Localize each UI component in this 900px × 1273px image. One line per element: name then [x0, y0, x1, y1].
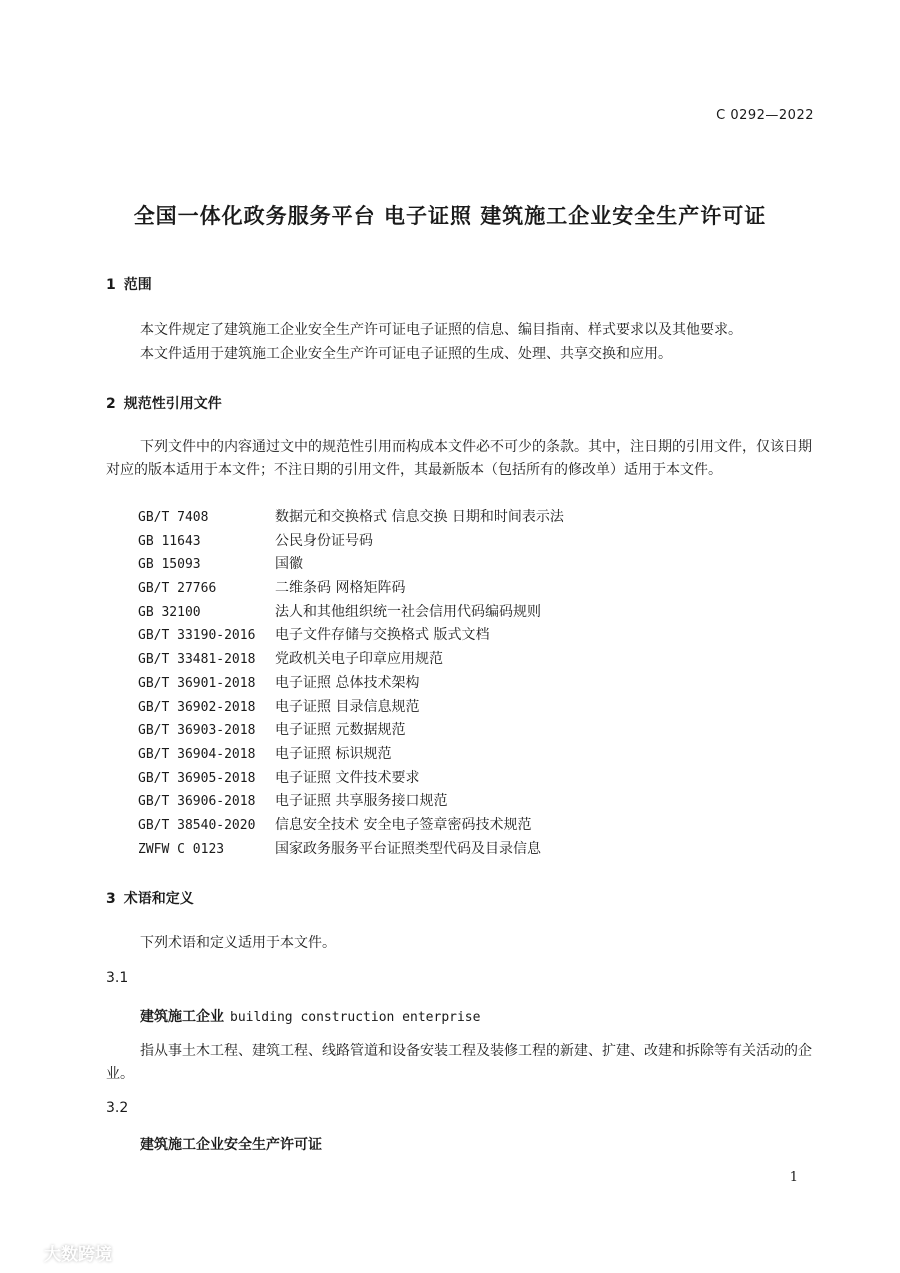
term-en: building construction enterprise — [230, 1010, 481, 1025]
reference-name: 电子证照 目录信息规范 — [275, 698, 420, 715]
document-title: 全国一体化政务服务平台 电子证照 建筑施工企业安全生产许可证 — [133, 204, 767, 228]
section-3-heading — [106, 888, 194, 908]
reference-name: 电子证照 标识规范 — [275, 745, 392, 762]
clause-number: 3.2 — [106, 1100, 129, 1116]
section-title: 规范性引用文件 — [123, 396, 222, 412]
reference-item — [138, 624, 564, 648]
reference-code: ZWFW C 0123 — [138, 841, 225, 857]
reference-item — [138, 767, 564, 791]
references-intro: 下列文件中的内容通过文中的规范性引用而构成本文件必不可少的条款。其中，注日期的引用文件，仅该日期对应的版本适用于本文件；不注日期的引用文件，其最新版本（包括所有的修改单）适用于本文件。 — [106, 439, 812, 478]
section-number: 3 — [106, 891, 116, 907]
scope-line-1: 本文件规定了建筑施工企业安全生产许可证电子证照的信息、编目指南、样式要求以及其他要求。 — [140, 322, 742, 338]
reference-code: GB/T 27766 — [138, 581, 217, 597]
reference-code: GB/T 36906-2018 — [138, 794, 256, 810]
watermark — [8, 1240, 112, 1265]
section-title: 范围 — [123, 277, 152, 293]
reference-name: 电子证照 元数据规范 — [275, 722, 406, 739]
reference-code: GB/T 33190-2016 — [138, 628, 256, 644]
reference-code: GB/T 36904-2018 — [138, 746, 256, 762]
reference-item — [138, 672, 564, 696]
reference-item — [138, 790, 564, 814]
reference-code: GB/T 33481-2018 — [138, 652, 256, 668]
watermark-logo-icon — [8, 1242, 38, 1264]
reference-code: GB 15093 — [138, 557, 201, 573]
term-heading — [140, 1134, 322, 1154]
term-heading — [140, 1006, 480, 1026]
reference-name: 公民身份证号码 — [275, 532, 373, 549]
reference-code: GB 32100 — [138, 604, 201, 620]
term-zh: 建筑施工企业安全生产许可证 — [140, 1137, 322, 1153]
reference-item — [138, 601, 564, 625]
term-definition: 指从事土木工程、建筑工程、线路管道和设备安装工程及装修工程的新建、扩建、改建和拆除等有关活动的企业。 — [106, 1043, 812, 1082]
reference-item — [138, 719, 564, 743]
reference-name: 电子文件存储与交换格式 版式文档 — [275, 627, 490, 644]
reference-item — [138, 743, 564, 767]
scope-line-2: 本文件适用于建筑施工企业安全生产许可证电子证照的生成、处理、共享交换和应用。 — [140, 346, 672, 362]
reference-item — [138, 838, 564, 862]
reference-code: GB/T 36905-2018 — [138, 770, 256, 786]
reference-name: 党政机关电子印章应用规范 — [275, 651, 443, 668]
reference-item — [138, 648, 564, 672]
section-2-heading — [106, 393, 222, 413]
reference-name: 电子证照 总体技术架构 — [275, 674, 420, 691]
reference-code: GB/T 36903-2018 — [138, 723, 256, 739]
reference-code: GB/T 36901-2018 — [138, 675, 256, 691]
reference-item — [138, 530, 564, 554]
reference-item — [138, 553, 564, 577]
terms-intro: 下列术语和定义适用于本文件。 — [140, 935, 336, 951]
reference-name: 国家政务服务平台证照类型代码及目录信息 — [275, 840, 541, 857]
page-number: 1 — [789, 1170, 798, 1185]
reference-code: GB/T 7408 — [138, 510, 209, 525]
reference-item — [138, 577, 564, 601]
reference-name: 信息安全技术 安全电子签章密码技术规范 — [275, 816, 532, 833]
reference-item — [138, 696, 564, 720]
watermark-text: 大数跨境 — [44, 1245, 112, 1265]
reference-name: 电子证照 文件技术要求 — [275, 769, 420, 786]
reference-item — [138, 814, 564, 838]
clause-number: 3.1 — [106, 970, 129, 986]
normative-reference-list — [138, 506, 564, 861]
reference-code: GB/T 36902-2018 — [138, 699, 256, 715]
reference-name: 数据元和交换格式 信息交换 日期和时间表示法 — [275, 509, 564, 525]
section-title: 术语和定义 — [123, 891, 194, 907]
term-zh: 建筑施工企业 — [140, 1009, 224, 1025]
reference-name: 电子证照 共享服务接口规范 — [275, 793, 448, 810]
section-number: 1 — [106, 277, 116, 293]
section-1-heading — [106, 274, 152, 294]
reference-name: 法人和其他组织统一社会信用代码编码规则 — [275, 603, 541, 620]
reference-code: GB/T 38540-2020 — [138, 817, 256, 833]
document-code: C 0292—2022 — [716, 108, 814, 123]
reference-name: 国徽 — [275, 556, 303, 573]
reference-item — [138, 506, 564, 530]
reference-name: 二维条码 网格矩阵码 — [275, 580, 406, 597]
section-number: 2 — [106, 396, 116, 412]
reference-code: GB 11643 — [138, 533, 201, 549]
